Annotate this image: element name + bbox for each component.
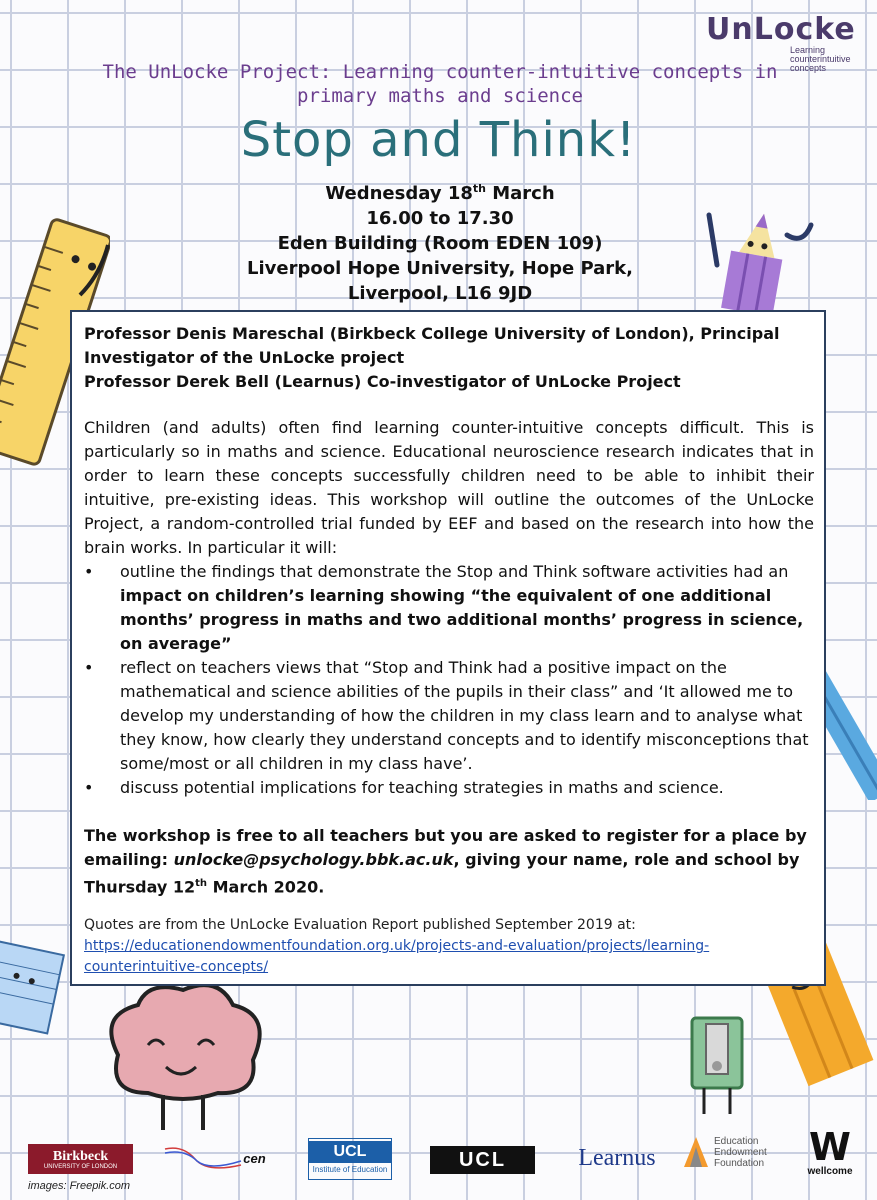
presenter-2: Professor Derek Bell (Learnus) Co-investigator of UnLocke Project [84, 372, 681, 391]
main-title: Stop and Think! [240, 112, 637, 168]
birkbeck-logo: Birkbeck UNIVERSITY OF LONDON [28, 1144, 133, 1174]
wellcome-w-mark: W [809, 1124, 851, 1169]
registration-info: The workshop is free to all teachers but you are asked to register for a place by emailing: unlocke@psychology.bbk.ac.uk, giving your name, role and school by Thursday 12th March 2020. [84, 826, 807, 897]
wellcome-logo [800, 1124, 860, 1180]
ucl-logo: UCL [430, 1146, 535, 1174]
eef-word-3: Foundation [714, 1157, 765, 1169]
quotes-source: Quotes are from the UnLocke Evaluation Report published September 2019 at: https://educationendowmentfoundation.org.uk/projects-and-evaluation/projects/learning-counterintuitive-concepts/ [84, 917, 710, 976]
brain-character-illustration [88, 975, 278, 1135]
event-city: Liverpool, L16 9JD [347, 283, 533, 304]
eef-word-1: Education [714, 1135, 759, 1147]
learnus-logo: Learnus [578, 1144, 656, 1171]
unlocke-logo-tagline: Learning counterintuitive concepts [790, 45, 851, 73]
evaluation-report-link[interactable]: https://educationendowmentfoundation.org.uk/projects-and-evaluation/projects/learning-counterintuitive-concepts/ [84, 938, 710, 976]
list-item: • discuss potential implications for teaching strategies in maths and science. [84, 776, 814, 800]
eef-logo [682, 1132, 787, 1172]
notepad-character-illustration [0, 940, 70, 1040]
eef-word-2: Endowment [714, 1146, 767, 1158]
list-item: • reflect on teachers views that “Stop and Think had a positive impact on the mathematical and science abilities of the pupils in their class” and ‘It allowed me to develop my understanding of how the children in my class learn and to analyse what they know, how clearly they understand concepts and to identify misconceptions that some/most or all children in my class have’. [84, 658, 809, 773]
outcomes-list [84, 560, 814, 800]
unlocke-logo [700, 8, 856, 73]
registration-email[interactable]: unlocke@psychology.bbk.ac.uk [173, 850, 454, 869]
wellcome-text: wellcome [807, 1165, 853, 1177]
event-university: Liverpool Hope University, Hope Park, [247, 258, 633, 279]
event-time: 16.00 to 17.30 [366, 208, 514, 229]
presenter-1: Professor Denis Mareschal (Birkbeck College University of London), Principal Investigator of the UnLocke project [84, 324, 780, 367]
event-date: Wednesday 18th March [325, 182, 555, 204]
cen-logo: cen [162, 1138, 267, 1178]
event-details [180, 176, 700, 306]
purple-pencil-character-illustration [695, 205, 815, 315]
cen-wave-icon [163, 1143, 243, 1173]
event-building: Eden Building (Room EDEN 109) [277, 233, 603, 254]
sharpener-character-illustration [676, 1010, 756, 1120]
bullet-icon: • [84, 778, 94, 797]
image-credit: images: Freepik.com [28, 1180, 131, 1192]
bullet-icon: • [84, 658, 94, 677]
eef-triangle-icon [682, 1135, 710, 1169]
bullet-icon: • [84, 562, 94, 581]
ucl-ioe-logo: UCL Institute of Education [308, 1138, 392, 1180]
workshop-description-box [70, 310, 826, 986]
project-title: The UnLocke Project: Learning counter-intuitive concepts in primary maths and science [102, 61, 778, 107]
list-item: • outline the findings that demonstrate the Stop and Think software activities had an impact on children’s learning showing “the equivalent of one additional months’ progress in maths and two additional months’ progress in science, on average” [84, 562, 804, 653]
unlocke-logo-word: UnLocke [706, 12, 856, 47]
intro-paragraph: Children (and adults) often find learning counter-intuitive concepts difficult. This is particularly so in maths and science. Educational neuroscience research indicates that in order to learn these concepts successfully children need to be able to inhibit their intuitive, pre-existing ideas. This workshop will outline the outcomes of the UnLocke Project, a random-controlled trial funded by EEF and based on the research into how the brain works. In particular it will: [84, 418, 814, 557]
